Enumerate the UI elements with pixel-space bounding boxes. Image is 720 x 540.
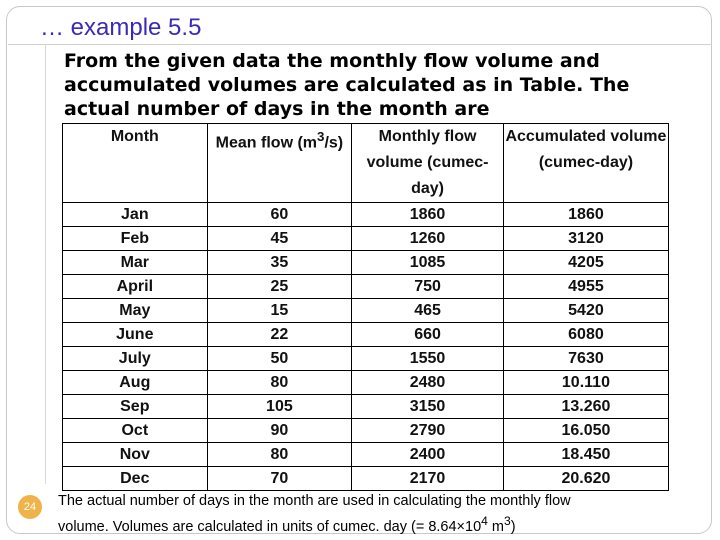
cell-monthly: 1550 xyxy=(352,347,504,371)
cell-monthly: 750 xyxy=(352,275,504,299)
cell-monthly: 660 xyxy=(352,323,504,347)
header-mean-flow-text: Mean flow (m xyxy=(215,134,318,152)
flow-volume-table xyxy=(62,123,669,491)
cell-monthly: 2170 xyxy=(352,467,504,491)
table-row xyxy=(63,203,669,227)
cell-mean-flow: 35 xyxy=(207,251,352,275)
footer-line-1: The actual number of days in the month are used in calculating the monthly flow xyxy=(58,493,571,509)
cell-month: Aug xyxy=(63,371,208,395)
cell-mean-flow: 22 xyxy=(207,323,352,347)
cell-monthly: 1860 xyxy=(352,203,504,227)
cell-monthly: 1085 xyxy=(352,251,504,275)
cell-accumulated: 10.110 xyxy=(503,371,668,395)
header-monthly-volume: Monthly flow volume (cumec-day) xyxy=(352,124,504,203)
footer-exponent-2: 3 xyxy=(503,514,511,528)
cell-mean-flow: 45 xyxy=(207,227,352,251)
cell-accumulated: 1860 xyxy=(503,203,668,227)
footer-exponent-1: 4 xyxy=(481,514,488,528)
cell-month: May xyxy=(63,299,208,323)
cell-month: April xyxy=(63,275,208,299)
table-row xyxy=(63,227,669,251)
table-row xyxy=(63,467,669,491)
header-month: Month xyxy=(63,124,208,203)
cell-mean-flow: 80 xyxy=(207,443,352,467)
table-row xyxy=(63,323,669,347)
cell-month: Feb xyxy=(63,227,208,251)
cell-accumulated: 16.050 xyxy=(503,419,668,443)
cell-accumulated: 5420 xyxy=(503,299,668,323)
cell-month: June xyxy=(63,323,208,347)
table-row xyxy=(63,299,669,323)
cell-month: Dec xyxy=(63,467,208,491)
footer-close: ) xyxy=(510,518,516,535)
cell-monthly: 2480 xyxy=(352,371,504,395)
cell-mean-flow: 90 xyxy=(207,419,352,443)
cell-monthly: 1260 xyxy=(352,227,504,251)
cell-accumulated: 7630 xyxy=(503,347,668,371)
table-row xyxy=(63,443,669,467)
slide-number-badge: 24 xyxy=(18,495,42,519)
cell-accumulated: 6080 xyxy=(503,323,668,347)
table-row xyxy=(63,371,669,395)
header-accumulated-volume: Accumulated volume (cumec-day) xyxy=(503,124,668,203)
cell-accumulated: 3120 xyxy=(503,227,668,251)
footer-unit: m xyxy=(487,518,504,535)
cell-mean-flow: 70 xyxy=(207,467,352,491)
cell-month: Mar xyxy=(63,251,208,275)
footer-line-2-text: volume. Volumes are calculated in units of cumec. day (= 8.64×10 xyxy=(58,518,482,535)
cell-month: July xyxy=(63,347,208,371)
footer-line-2 xyxy=(58,511,718,537)
cell-mean-flow: 15 xyxy=(207,299,352,323)
header-mean-flow-exponent: 3 xyxy=(317,129,325,144)
cell-mean-flow: 60 xyxy=(207,203,352,227)
table-row xyxy=(63,347,669,371)
title-divider xyxy=(8,44,712,45)
cell-month: Sep xyxy=(63,395,208,419)
cell-month: Oct xyxy=(63,419,208,443)
cell-mean-flow: 105 xyxy=(207,395,352,419)
cell-monthly: 3150 xyxy=(352,395,504,419)
slide-title: … example 5.5 xyxy=(40,14,202,41)
cell-monthly: 465 xyxy=(352,299,504,323)
table-row xyxy=(63,251,669,275)
cell-mean-flow: 50 xyxy=(207,347,352,371)
left-divider xyxy=(45,44,46,484)
cell-accumulated: 13.260 xyxy=(503,395,668,419)
cell-accumulated: 4955 xyxy=(503,275,668,299)
footer-note xyxy=(58,491,718,537)
cell-accumulated: 18.450 xyxy=(503,443,668,467)
header-mean-flow-unit: /s) xyxy=(324,134,344,152)
header-mean-flow xyxy=(207,124,352,203)
table-body xyxy=(63,203,669,491)
table-row xyxy=(63,419,669,443)
table-row xyxy=(63,395,669,419)
cell-monthly: 2790 xyxy=(352,419,504,443)
cell-accumulated: 4205 xyxy=(503,251,668,275)
table-row xyxy=(63,275,669,299)
cell-mean-flow: 80 xyxy=(207,371,352,395)
cell-monthly: 2400 xyxy=(352,443,504,467)
table-header-row xyxy=(63,124,669,203)
cell-month: Jan xyxy=(63,203,208,227)
intro-text: From the given data the monthly flow volume and accumulated volumes are calculated as in Table. The actual number of days in the month are xyxy=(64,50,630,120)
cell-mean-flow: 25 xyxy=(207,275,352,299)
cell-accumulated: 20.620 xyxy=(503,467,668,491)
cell-month: Nov xyxy=(63,443,208,467)
